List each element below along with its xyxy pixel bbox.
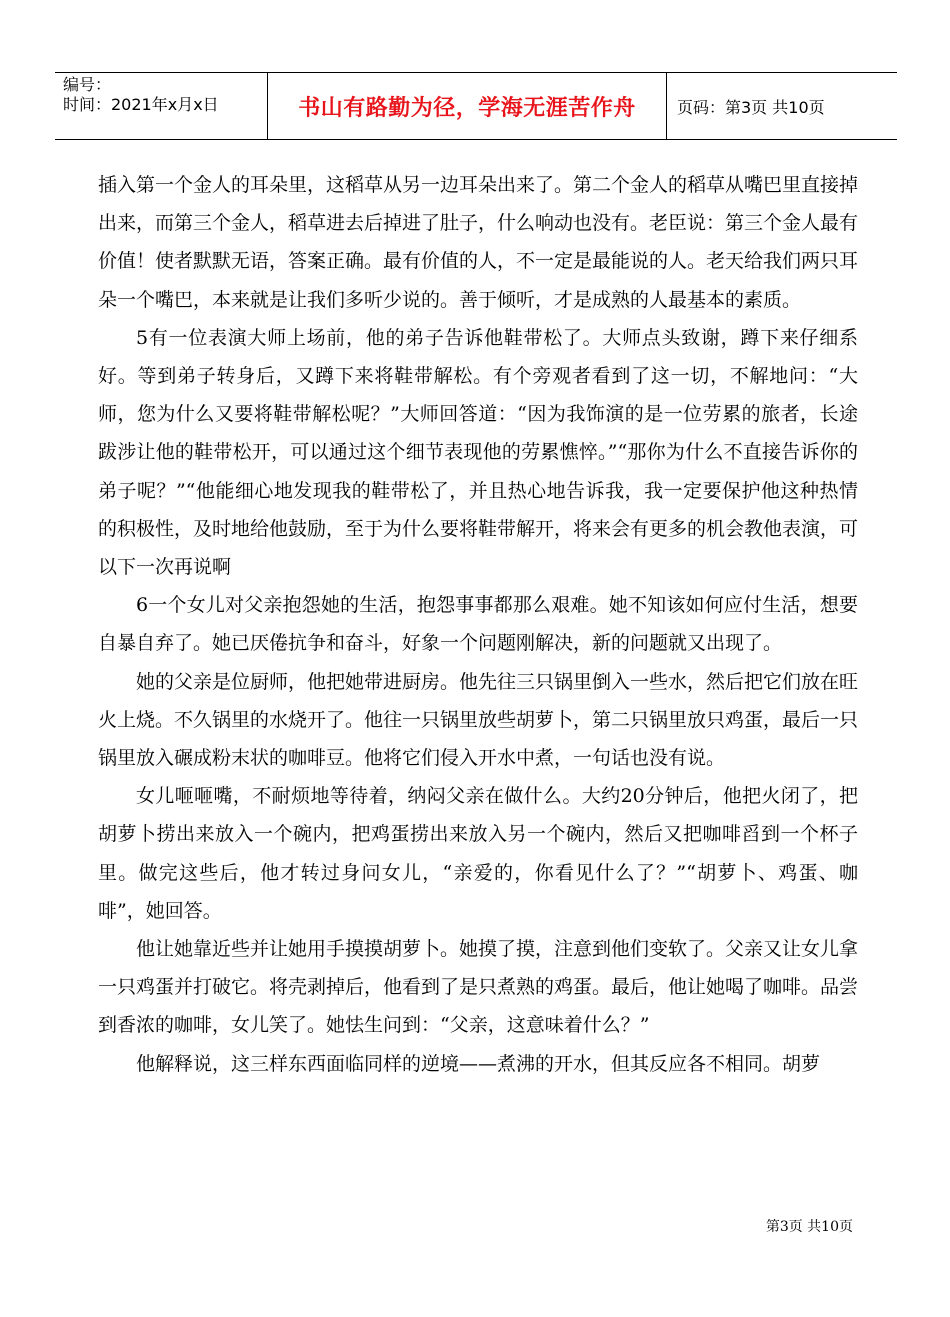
paragraph: 5有一位表演大师上场前，他的弟子告诉他鞋带松了。大师点头致谢，蹲下来仔细系好。等到弟子转身后，又蹲下来将鞋带解松。有个旁观者看到了这一切，不解地问：“大师，您为什么又要将鞋带解松呢？”大师回答道：“因为我饰演的是一位劳累的旅者，长途跋涉让他的鞋带松开，可以通过这个细节表现他的劳累憔悴。”“那你为什么不直接告诉你的弟子呢？”“他能细心地发现我的鞋带松了，并且热心地告诉我，我一定要保护他这种热情的积极性，及时地给他鼓励，至于为什么要将鞋带解开，将来会有更多的机会教他表演，可以下一次再说啊 <box>98 326 859 579</box>
header-motto-cell <box>268 73 667 139</box>
time-label: 时间：2021年x月x日 <box>63 95 219 114</box>
paragraph: 他解释说，这三样东西面临同样的逆境——煮沸的开水，但其反应各不相同。胡萝 <box>136 1052 821 1075</box>
header-info-cell <box>55 73 268 139</box>
header-page-cell <box>667 73 897 139</box>
motto-text: 书山有路勤为径，学海无涯苦作舟 <box>298 95 636 121</box>
paragraph: 她的父亲是位厨师，他把她带进厨房。他先往三只锅里倒入一些水，然后把它们放在旺火上烧。不久锅里的水烧开了。他往一只锅里放些胡萝卜，第二只锅里放只鸡蛋，最后一只锅里放入碾成粉末状的咖啡豆。他将它们侵入开水中煮，一句话也没有说。 <box>98 670 859 770</box>
document-body <box>98 166 858 1083</box>
paragraph: 6一个女儿对父亲抱怨她的生活，抱怨事事都那么艰难。她不知该如何应付生活，想要自暴自弃了。她已厌倦抗争和奋斗，好象一个问题刚解决，新的问题就又出现了。 <box>98 594 858 655</box>
header-page-label: 页码：第3页 共10页 <box>677 97 825 117</box>
footer-page-label: 第3页 共10页 <box>765 1219 853 1235</box>
paragraph: 插入第一个金人的耳朵里，这稻草从另一边耳朵出来了。第二个金人的稻草从嘴巴里直接掉出来，而第三个金人，稻草进去后掉进了肚子，什么响动也没有。老臣说：第三个金人最有价值！使者默默无语，答案正确。最有价值的人，不一定是最能说的人。老天给我们两只耳朵一个嘴巴，本来就是让我们多听少说的。善于倾听，才是成熟的人最基本的素质。 <box>98 174 859 311</box>
paragraph: 他让她靠近些并让她用手摸摸胡萝卜。她摸了摸，注意到他们变软了。父亲又让女儿拿一只鸡蛋并打破它。将壳剥掉后，他看到了是只煮熟的鸡蛋。最后，他让她喝了咖啡。品尝到香浓的咖啡，女儿笑了。她怯生问到：“父亲，这意味着什么？” <box>98 938 859 1037</box>
paragraph: 女儿咂咂嘴，不耐烦地等待着，纳闷父亲在做什么。大约20分钟后，他把火闭了，把胡萝卜捞出来放入一个碗内，把鸡蛋捞出来放入另一个碗内，然后又把咖啡舀到一个杯子里。做完这些后，他才转过身问女儿，“亲爱的，你看见什么了？”“胡萝卜、鸡蛋、咖啡”，她回答。 <box>98 785 858 922</box>
document-header <box>55 72 897 140</box>
number-label: 编号： <box>63 75 112 94</box>
page-footer <box>766 1216 853 1236</box>
